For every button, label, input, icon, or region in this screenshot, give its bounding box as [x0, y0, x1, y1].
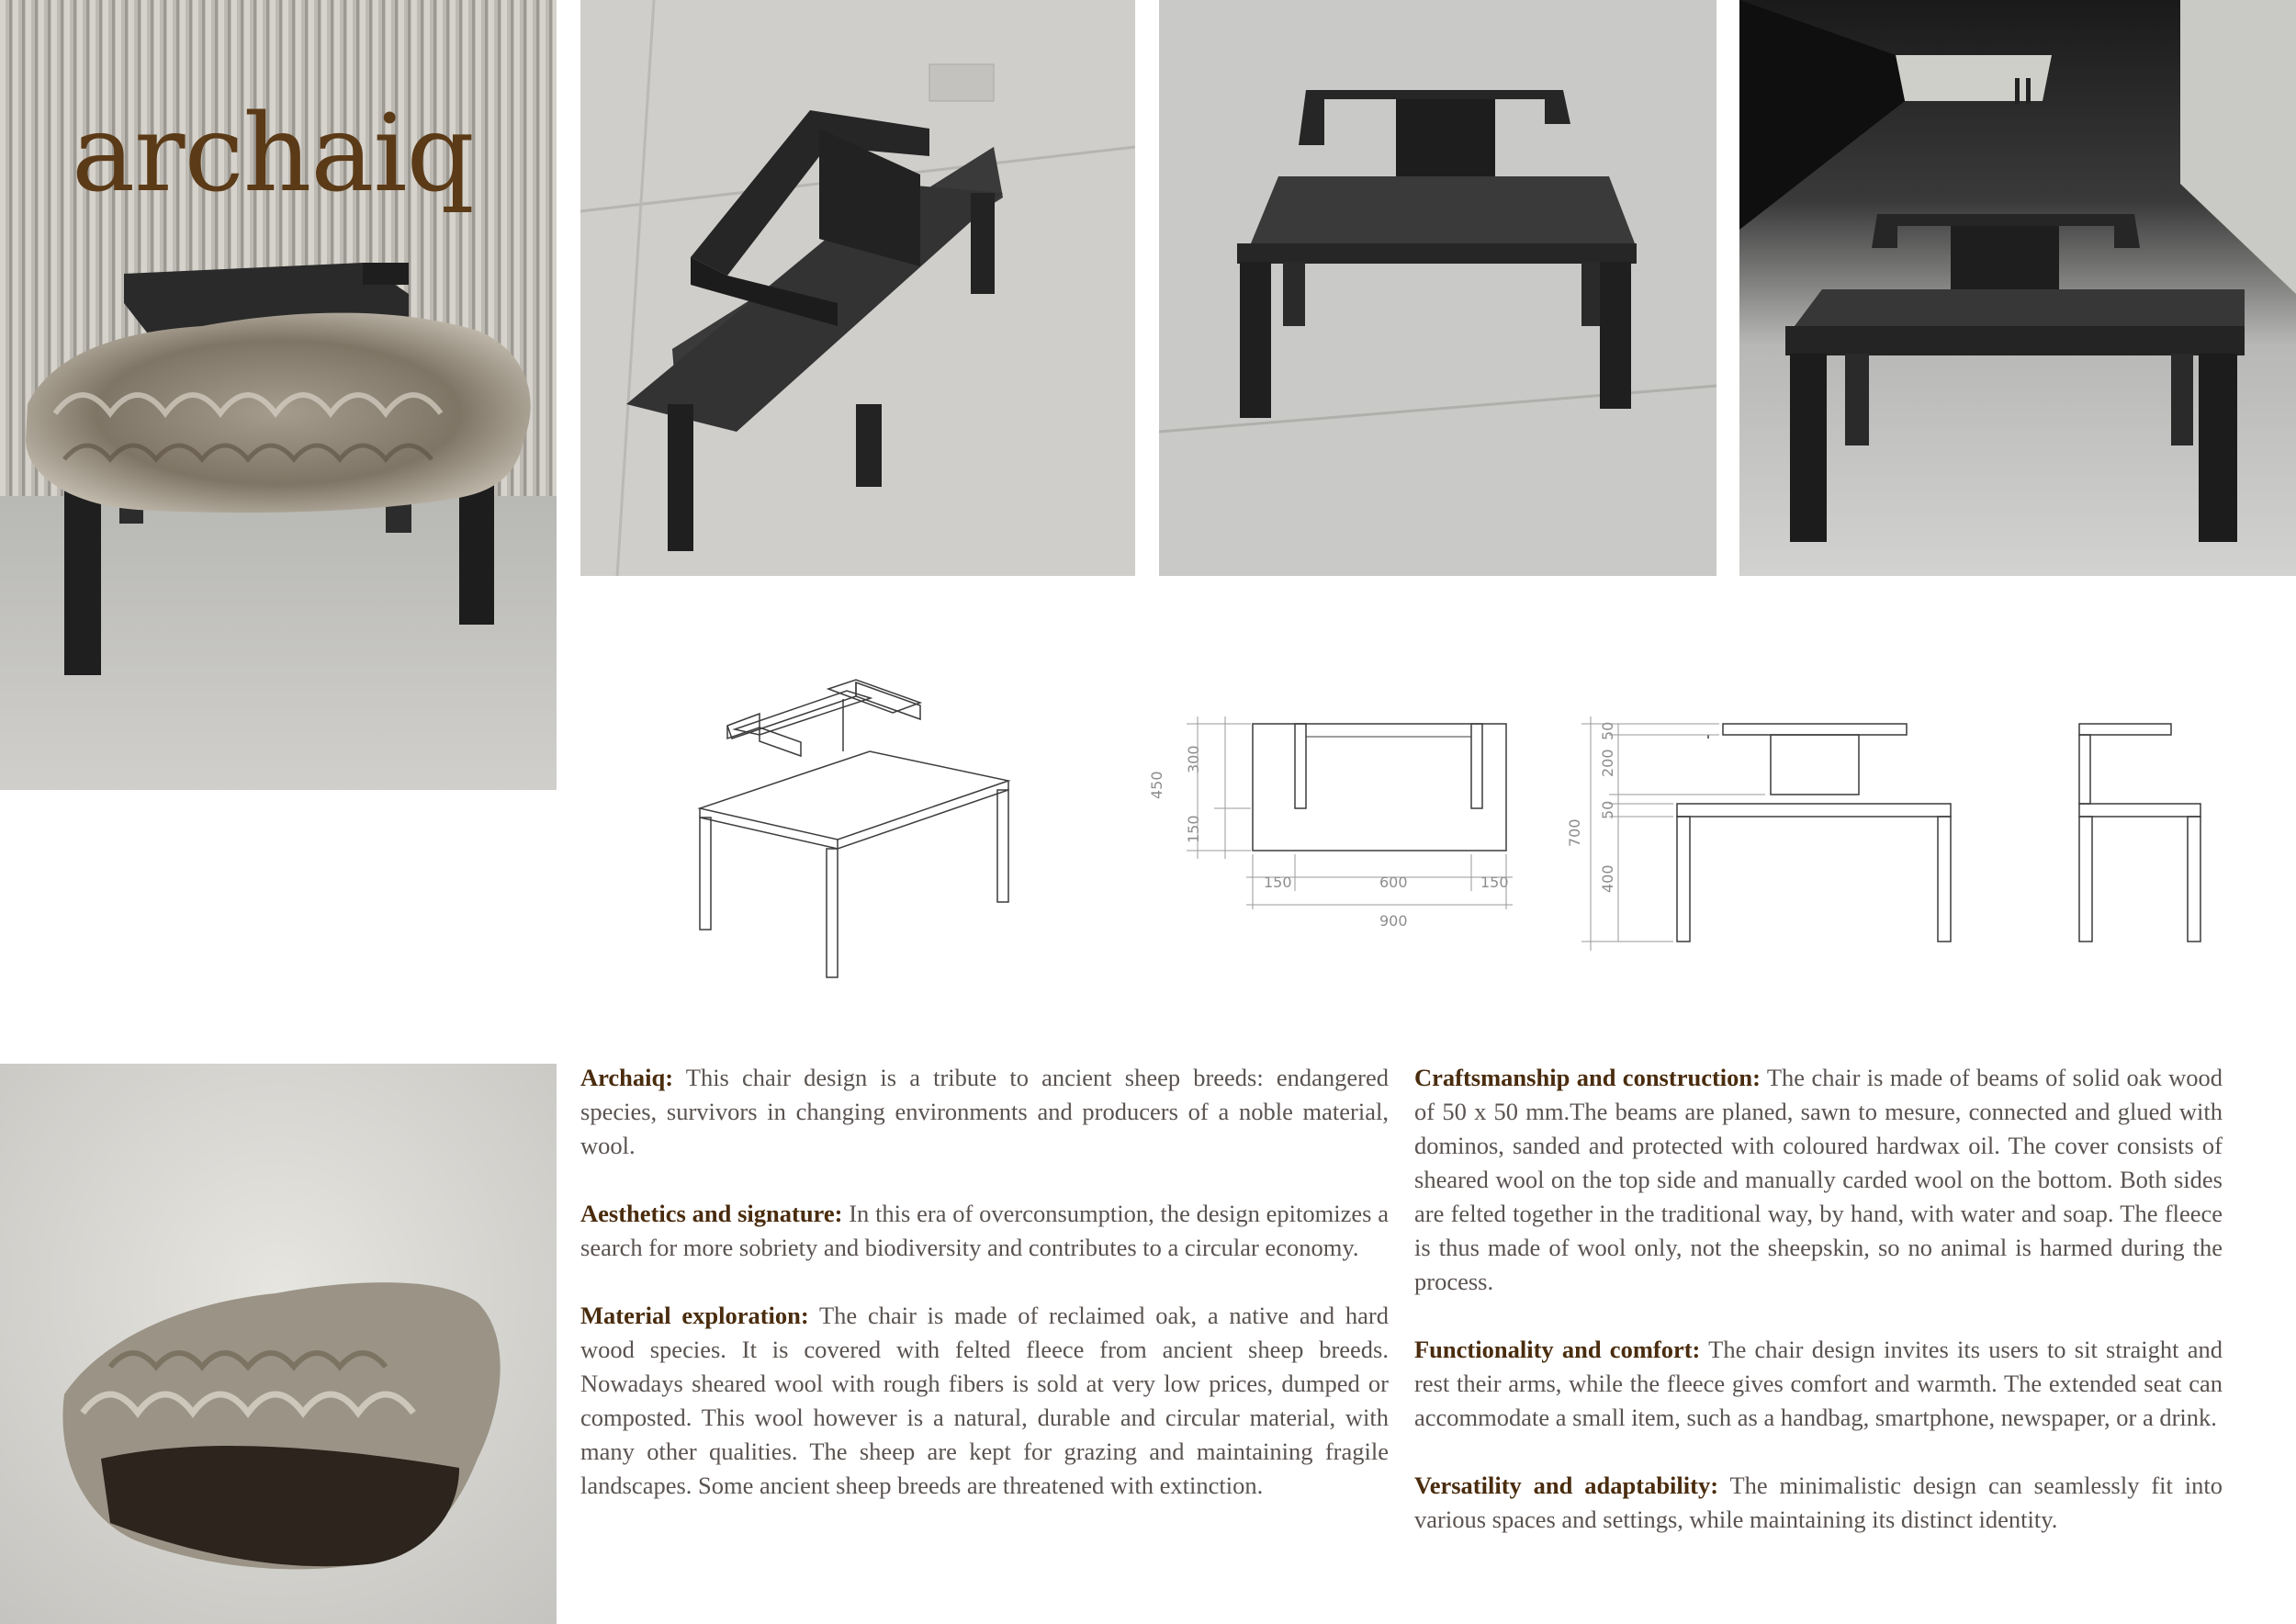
dim-side-height-total: 700 [1566, 818, 1583, 847]
heading-versatility: Versatility and adaptability: [1414, 1472, 1719, 1499]
isometric-drawing [700, 680, 1008, 977]
dim-front-height-lower: 150 [1185, 815, 1202, 843]
heading-aesthetics: Aesthetics and signature: [580, 1200, 843, 1227]
dim-front-width-middle: 600 [1379, 874, 1408, 891]
paragraph-aesthetics: Aesthetics and signature: In this era of overconsumption, the design epitomizes a search for more sobriety and biodiversity and contributes to a circular economy. [580, 1200, 1389, 1261]
dim-side-seg-seat: 50 [1599, 800, 1616, 819]
photo-chair-in-tunnel [1739, 0, 2296, 576]
profile-view-drawing [2079, 724, 2200, 942]
paragraph-material: Material exploration: The chair is made of reclaimed oak, a native and hard wood species. It is covered with felted fleece from ancient sheep breeds. Nowadays sheared wool with rough fibers is sold at very low prices, dumped or composted. This wool however is a natural, durable and circular material, with many other qualities. The sheep are kept for grazing and maintaining fragile landscapes. Some ancient sheep breeds are threatened with extinction. [580, 1302, 1389, 1499]
heading-functionality: Functionality and comfort: [1414, 1336, 1701, 1363]
text-column-right [1414, 1061, 2223, 1571]
heading-craftsmanship: Craftsmanship and construction: [1414, 1064, 1761, 1091]
dim-front-width-left: 150 [1264, 874, 1292, 891]
paragraph-functionality: Functionality and comfort: The chair design invites its users to sit straight and rest their arms, while the fleece gives comfort and warmth. The extended seat can accommodate a small item, such as a handbag, smartphone, newspaper, or a drink. [1414, 1336, 2223, 1431]
text-column-left [580, 1061, 1389, 1537]
dim-side-seg-top: 50 [1599, 721, 1616, 740]
heading-material: Material exploration: [580, 1302, 809, 1329]
photo-chair-top-view [580, 0, 1135, 576]
heading-archaiq: Archaiq: [580, 1064, 674, 1091]
dim-side-seg-back: 200 [1599, 749, 1616, 777]
dim-front-width-right: 150 [1480, 874, 1509, 891]
dim-front-height-total: 450 [1148, 771, 1165, 799]
paragraph-craftsmanship: Craftsmanship and construction: The chair is made of beams of solid oak wood of 50 x 50 mm.The beams are planed, sawn to mesure, connected and glued with dominos, sanded and protected with coloured hardwax oil. The cover consists of sheared wool on the top side and manually carded wool on the bottom. Both sides are felted together in the traditional way, by hand, with water and soap. The fleece is thus made of wool only, not the sheepskin, so no animal is harmed during the process. [1414, 1064, 2223, 1295]
paragraph-versatility: Versatility and adaptability: The minimalistic design can seamlessly fit into various spaces and settings, while maintaining its distinct identity. [1414, 1472, 2223, 1533]
paragraph-archaiq: Archaiq: This chair design is a tribute to ancient sheep breeds: endangered species, survivors in changing environments and producers of a noble material, wool. [580, 1064, 1389, 1159]
dim-front-width-total: 900 [1379, 912, 1408, 930]
dim-front-height-upper: 300 [1185, 745, 1202, 773]
dim-side-seg-legs: 400 [1599, 864, 1616, 893]
side-view-drawing [1566, 716, 1951, 951]
photo-chair-front-view [1159, 0, 1716, 576]
technical-drawings [580, 634, 2296, 1010]
brand-title: archaiq [72, 92, 474, 216]
photo-felted-fleece [0, 1064, 557, 1624]
front-view-drawing [1148, 716, 1513, 930]
